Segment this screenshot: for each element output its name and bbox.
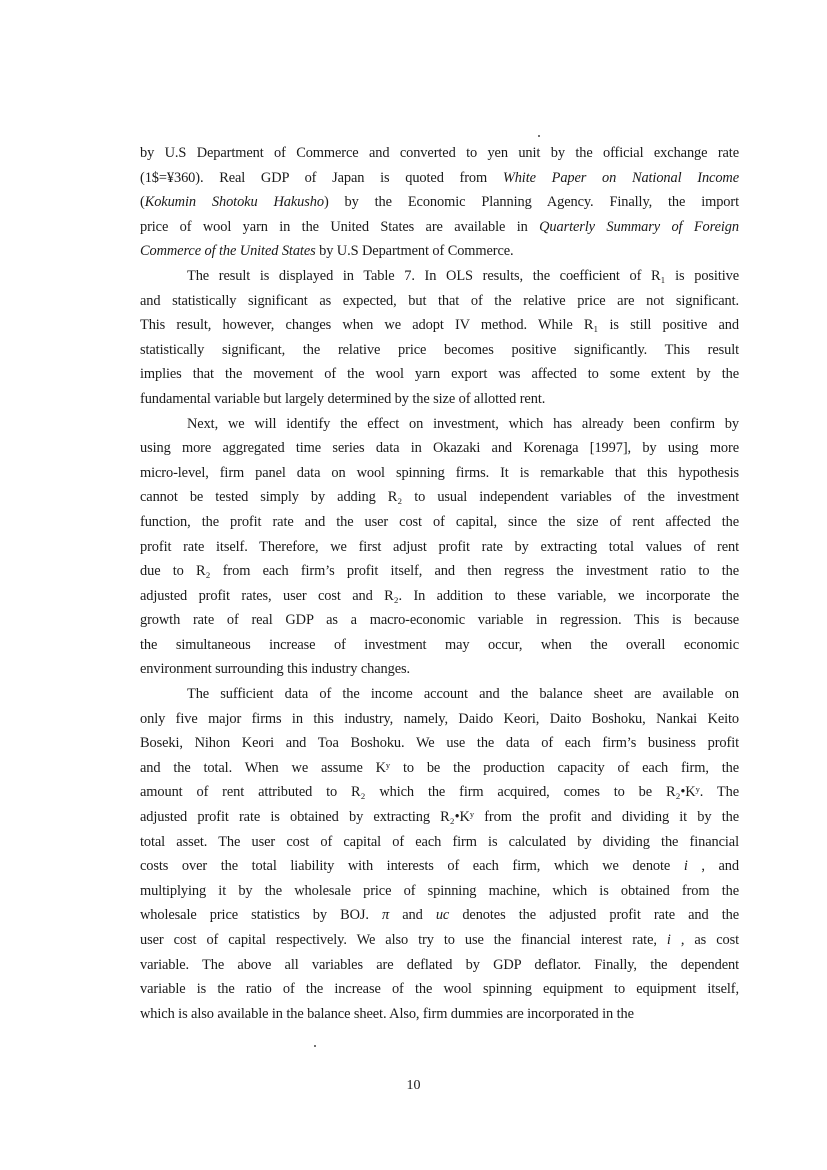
italic-run: uc (435, 907, 450, 924)
italic-run: Quarterly Summary of Foreign (539, 218, 739, 235)
text-line (140, 412, 739, 437)
text-line (140, 535, 739, 560)
text-run: amount of rent attributed to R₂ which the firm acquired, comes to be R₂•Kʸ. The (140, 784, 739, 801)
paragraph-p2 (140, 264, 739, 412)
text-run: total asset. The user cost of capital of each firm is calculated by dividing the financial (140, 833, 739, 850)
text-run: , and (687, 858, 739, 875)
text-run: by U.S Department of Commerce. (315, 243, 514, 260)
text-line (140, 854, 739, 879)
text-run: Boseki, Nihon Keori and Toa Boshoku. We use the data of each firm’s business profit (140, 735, 739, 752)
text-line (140, 584, 739, 609)
page-number: 10 (406, 1078, 421, 1093)
text-line (140, 633, 739, 658)
text-line (140, 215, 739, 240)
text-run: The result is displayed in Table 7. In OLS results, the coefficient of R₁ is positive (187, 267, 739, 284)
text-run: denotes the adjusted profit rate and the (449, 907, 739, 924)
text-line (140, 731, 739, 756)
text-run: adjusted profit rate is obtained by extracting R₂•Kʸ from the profit and dividing it by the (140, 809, 739, 826)
text-line (140, 559, 739, 584)
text-run: micro-level, firm panel data on wool spinning firms. It is remarkable that this hypothesis (140, 464, 739, 481)
text-line (140, 977, 739, 1002)
text-line (140, 707, 739, 732)
text-run: and (389, 907, 436, 924)
scan-speck (538, 135, 540, 137)
text-line (140, 879, 739, 904)
text-line (140, 362, 739, 387)
text-run: Next, we will identify the effect on investment, which has already been confirm by (187, 415, 739, 432)
text-run: ( (140, 194, 145, 211)
text-line (140, 190, 739, 215)
text-run: due to R₂ from each firm’s profit itself, and then regress the investment ratio to the (140, 563, 739, 580)
text-run: only five major firms in this industry, namely, Daido Keori, Daito Boshoku, Nankai Keito (140, 710, 739, 727)
text-line (140, 313, 739, 338)
text-run: variable. The above all variables are deflated by GDP deflator. Finally, the dependent (140, 956, 739, 973)
text-run: (1$=¥360). Real GDP of Japan is quoted from (140, 169, 503, 186)
italic-run: i (683, 858, 688, 875)
text-run: environment surrounding this industry changes. (140, 661, 410, 678)
text-line (140, 953, 739, 978)
text-line (140, 264, 739, 289)
text-run: which is also available in the balance sheet. Also, firm dummies are incorporated in the (140, 1005, 634, 1022)
text-line (140, 657, 739, 682)
text-line (140, 805, 739, 830)
text-run: function, the profit rate and the user cost of capital, since the size of rent affected the (140, 513, 739, 530)
italic-run: Kokumin Shotoku Hakusho (144, 194, 324, 211)
text-line (140, 830, 739, 855)
text-run: user cost of capital respectively. We also try to use the financial interest rate, (140, 932, 667, 948)
italic-run: π (382, 907, 390, 924)
text-run: by U.S Department of Commerce and converted to yen unit by the official exchange rate (140, 145, 739, 161)
text-line (140, 239, 739, 264)
text-run: , as cost (670, 932, 740, 948)
text-run: and statistically significant as expected, but that of the relative price are not significant. (140, 292, 739, 309)
text-line (140, 780, 739, 805)
text-line (140, 682, 739, 707)
paragraph-p1 (140, 141, 739, 264)
text-run: wholesale price statistics by BOJ. (140, 907, 383, 924)
text-line (140, 510, 739, 535)
text-run: cannot be tested simply by adding R₂ to usual independent variables of the investment (140, 489, 739, 506)
text-line (140, 166, 739, 191)
text-run: growth rate of real GDP as a macro-economic variable in regression. This is because (140, 612, 739, 629)
text-run: and the total. When we assume Kʸ to be the production capacity of each firm, the (140, 759, 739, 776)
text-run: price of wool yarn in the United States are available in (140, 218, 540, 235)
text-run: costs over the total liability with interests of each firm, which we denote (140, 858, 684, 875)
text-run: The sufficient data of the income account and the balance sheet are available on (187, 686, 739, 703)
text-line (140, 141, 739, 166)
text-run: variable is the ratio of the increase of the wool spinning equipment to equipment itself, (140, 981, 739, 998)
text-run: statistically significant, the relative price becomes positive significantly. This result (140, 341, 739, 358)
text-line (140, 756, 739, 781)
text-run: implies that the movement of the wool yarn export was affected to some extent by the (140, 366, 739, 383)
text-line (140, 608, 739, 633)
text-run: adjusted profit rates, user cost and R₂. In addition to these variable, we incorporate the (140, 587, 739, 604)
text-line (140, 338, 739, 363)
page-body (140, 141, 739, 1026)
paragraph-p4 (140, 682, 739, 1026)
text-line (140, 485, 739, 510)
text-run: This result, however, changes when we adopt IV method. While R₁ is still positive and (140, 317, 739, 334)
paragraph-p3 (140, 412, 739, 683)
text-run: using more aggregated time series data in Okazaki and Korenaga [1997], by using more (140, 440, 739, 457)
text-line (140, 436, 739, 461)
text-run: profit rate itself. Therefore, we first adjust profit rate by extracting total values of rent (140, 538, 739, 555)
text-line (140, 928, 739, 953)
text-run: ) by the Economic Planning Agency. Finally, the import (323, 194, 739, 211)
italic-run: i (666, 932, 671, 948)
italic-run: White Paper on National Income (502, 169, 739, 186)
text-line (140, 1002, 739, 1027)
scan-speck (314, 1045, 316, 1047)
text-line (140, 289, 739, 314)
text-line (140, 461, 739, 486)
italic-run: Commerce of the United States (140, 243, 316, 260)
text-run: fundamental variable but largely determined by the size of allotted rent. (140, 390, 546, 407)
text-run: multiplying it by the wholesale price of spinning machine, which is obtained from the (140, 882, 739, 899)
text-line (140, 387, 739, 412)
text-run: the simultaneous increase of investment may occur, when the overall economic (140, 636, 739, 653)
text-line (140, 903, 739, 928)
